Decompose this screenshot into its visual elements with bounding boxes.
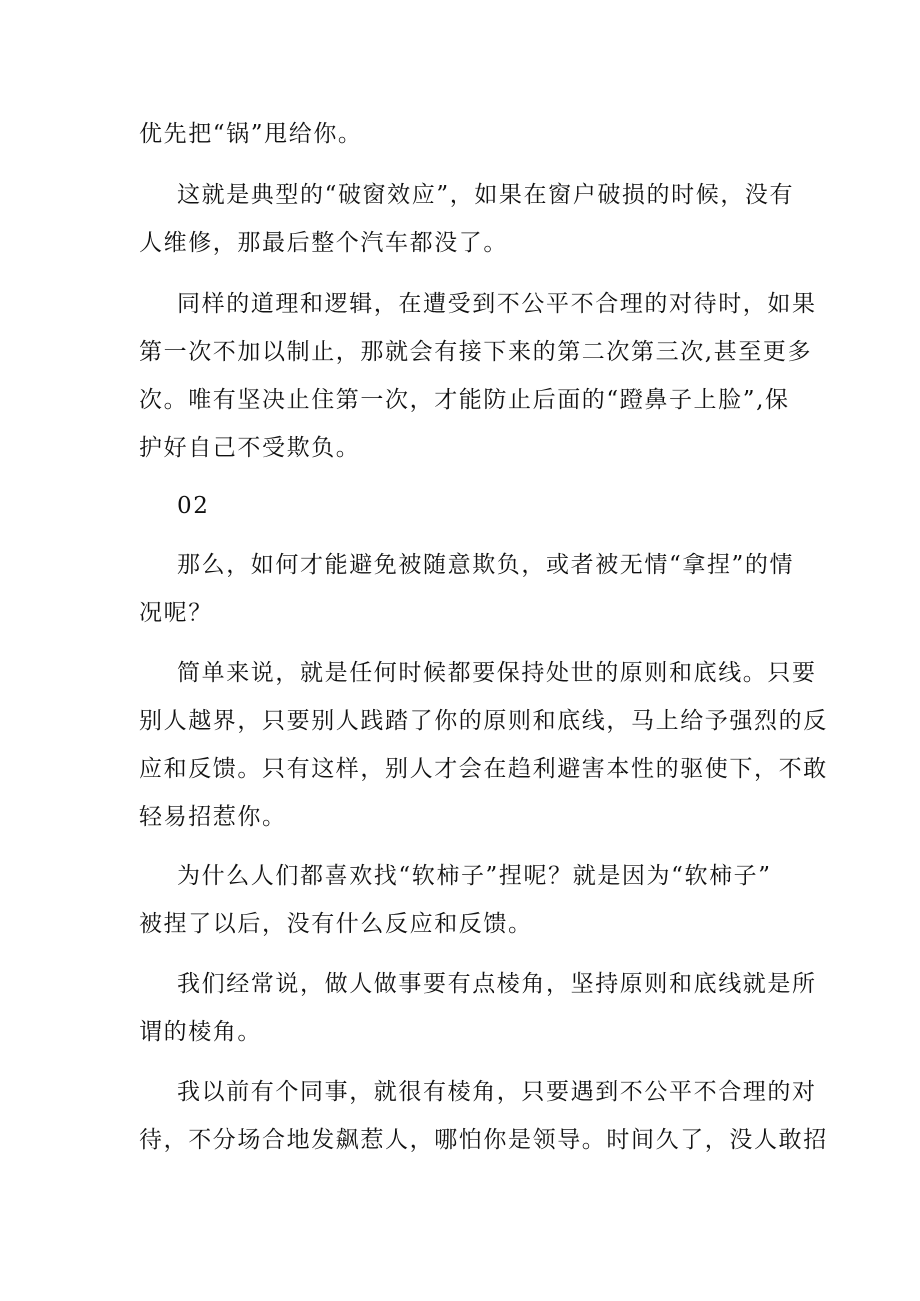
- text-line: 这就是典型的“破窗效应”，如果在窗户破损的时候，没有: [177, 182, 795, 208]
- text-line: 次。唯有坚决止住第一次，才能防止后面的“蹬鼻子上脸”,保: [139, 387, 790, 413]
- text-line: 谓的棱角。: [139, 1019, 262, 1045]
- text-line: 同样的道理和逻辑，在遭受到不公平不合理的对待时，如果: [177, 291, 817, 317]
- text-line: 护好自己不受欺负。: [139, 435, 361, 461]
- text-line: 被捏了以后，没有什么反应和反馈。: [139, 911, 533, 937]
- text-line: 待，不分场合地发飙惹人，哪怕你是领导。时间久了，没人敢招: [139, 1127, 828, 1153]
- text-line: 应和反馈。只有这样，别人才会在趋利避害本性的驱使下，不敢: [139, 756, 828, 782]
- text-line: 我们经常说，做人做事要有点棱角，坚持原则和底线就是所: [177, 971, 817, 997]
- text-line: 优先把“锅”甩给你。: [139, 121, 363, 147]
- text-line: 轻易招惹你。: [139, 804, 287, 830]
- text-line: 况呢？: [139, 600, 213, 626]
- text-line: 别人越界，只要别人践踏了你的原则和底线，马上给予强烈的反: [139, 708, 828, 734]
- text-line: 人维修，那最后整个汽车都没了。: [139, 230, 508, 256]
- text-line: 第一次不加以制止，那就会有接下来的第二次第三次,甚至更多: [139, 339, 813, 365]
- section-number: 02: [177, 493, 210, 519]
- text-line: 那么，如何才能避免被随意欺负，或者被无情“拿捏”的情: [177, 552, 795, 578]
- text-line: 简单来说，就是任何时候都要保持处世的原则和底线。只要: [177, 660, 817, 686]
- text-line: 为什么人们都喜欢找“软柿子”捏呢？就是因为“软柿子”: [177, 863, 772, 889]
- text-line: 我以前有个同事，就很有棱角，只要遇到不公平不合理的对: [177, 1079, 817, 1105]
